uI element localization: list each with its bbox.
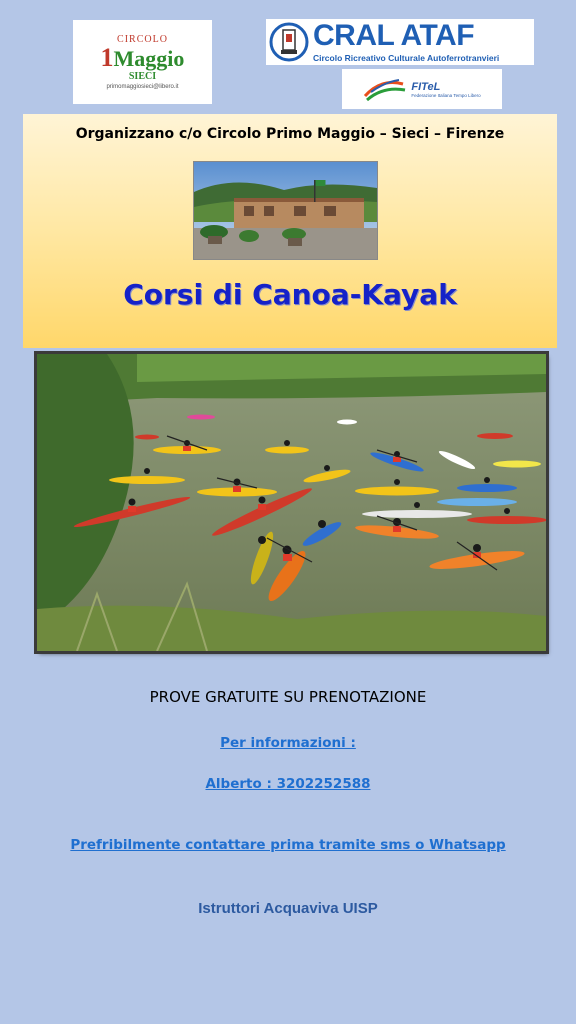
instructors-text: Istruttori Acquaviva UISP xyxy=(198,900,378,917)
cral-title: CRAL ATAF xyxy=(313,19,475,52)
free-trials-text: PROVE GRATUITE SU PRENOTAZIONE xyxy=(149,688,427,706)
logo-sieci-text: SIECI xyxy=(128,71,157,82)
logo-circolo-text: CIRCOLO xyxy=(117,34,168,45)
logo-email: primomaggiosieci@libero.it xyxy=(106,84,179,90)
contact-preference-link[interactable]: Prefribilmente contattare prima tramite sms o Whatsapp xyxy=(70,837,506,853)
venue-photo xyxy=(193,161,378,260)
primo-maggio-logo xyxy=(73,20,212,104)
fitel-swoosh-icon xyxy=(363,76,407,102)
cral-emblem-icon xyxy=(269,22,309,62)
contact-phone-link[interactable]: Alberto : 3202252588 xyxy=(205,776,371,792)
kayak-river-photo xyxy=(37,354,546,651)
organizer-line: Organizzano c/o Circolo Primo Maggio – Sieci – Firenze xyxy=(75,126,505,142)
logo-maggio-text: Maggio xyxy=(113,46,185,71)
info-label-link[interactable]: Per informazioni : xyxy=(220,735,356,751)
fitel-subtitle: Federazione Italiana Tempo Libero xyxy=(411,92,481,98)
logo-number: 1 xyxy=(100,43,114,72)
course-title: Corsi di Canoa-Kayak xyxy=(123,278,457,311)
cral-ataf-logo xyxy=(266,19,534,65)
fitel-name: FITeL xyxy=(411,80,441,93)
cral-subtitle: Circolo Ricreativo Culturale Autoferrotranvieri xyxy=(313,53,500,63)
fitel-logo xyxy=(342,69,502,109)
course-banner xyxy=(23,114,557,348)
